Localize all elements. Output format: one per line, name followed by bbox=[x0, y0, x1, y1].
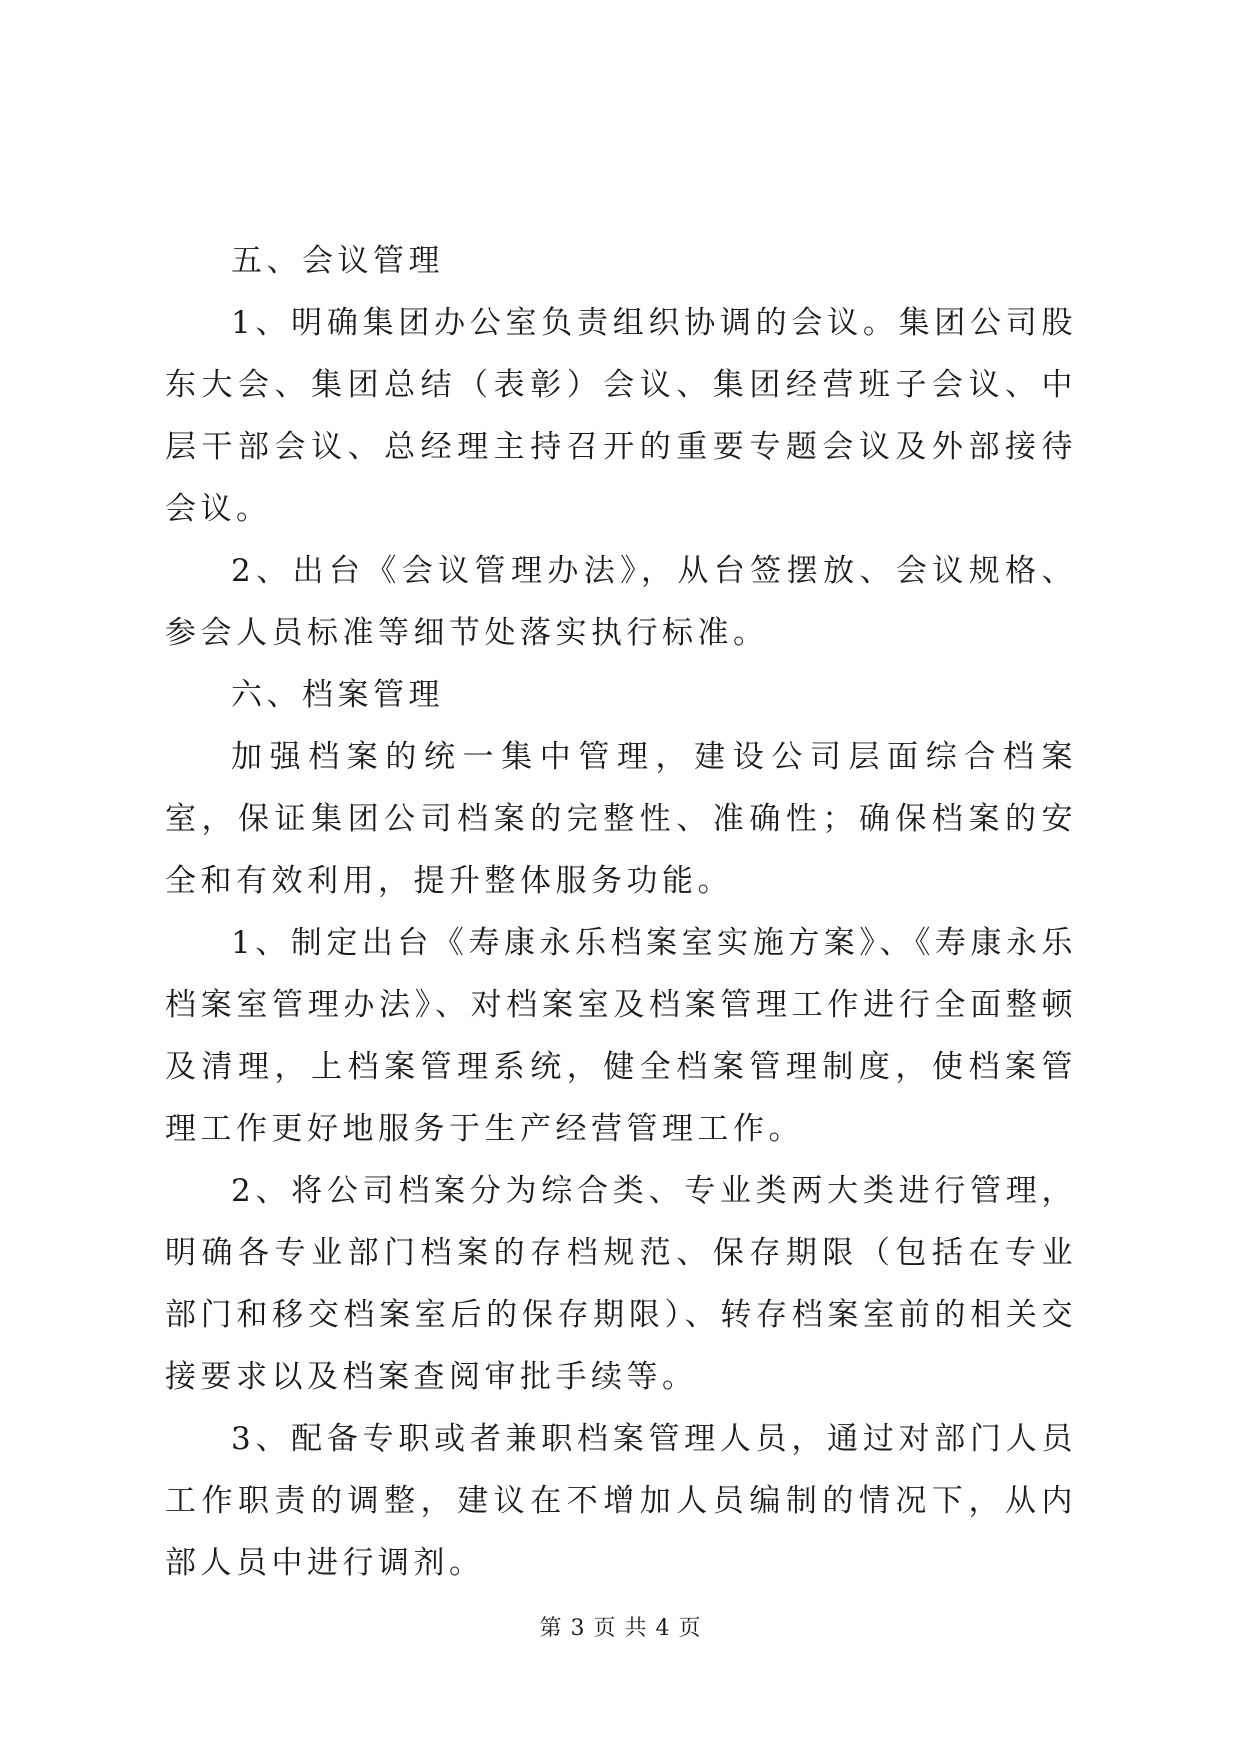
section-heading-meetings: 五、会议管理 bbox=[231, 243, 444, 279]
paragraph-meetings-1: 1、明确集团办公室负责组织协调的会议。集团公司股东大会、集团总结（表彰）会议、集团经营班子会议、中层干部会议、总经理主持召开的重要专题会议及外部接待会议。 bbox=[165, 305, 1077, 527]
paragraph-meetings-2: 2、出台《会议管理办法》，从台签摆放、会议规格、参会人员标准等细节处落实执行标准。 bbox=[165, 553, 1077, 651]
page-number-footer: 第 3 页 共 4 页 bbox=[539, 1616, 702, 1641]
document-body bbox=[165, 230, 1077, 1594]
paragraph-archives-intro: 加强档案的统一集中管理，建设公司层面综合档案室，保证集团公司档案的完整性、准确性；确保档案的安全和有效利用，提升整体服务功能。 bbox=[165, 739, 1077, 899]
section-heading-archives: 六、档案管理 bbox=[231, 677, 444, 713]
paragraph-archives-1: 1、制定出台《寿康永乐档案室实施方案》、《寿康永乐档案室管理办法》、对档案室及档案管理工作进行全面整顿及清理，上档案管理系统，健全档案管理制度，使档案管理工作更好地服务于生产经营管理工作。 bbox=[165, 925, 1077, 1147]
paragraph-archives-3: 3、配备专职或者兼职档案管理人员，通过对部门人员工作职责的调整，建议在不增加人员编制的情况下，从内部人员中进行调剂。 bbox=[165, 1421, 1077, 1581]
paragraph-archives-2: 2、将公司档案分为综合类、专业类两大类进行管理，明确各专业部门档案的存档规范、保存期限（包括在专业部门和移交档案室后的保存期限）、转存档案室前的相关交接要求以及档案查阅审批手续等。 bbox=[165, 1173, 1077, 1395]
